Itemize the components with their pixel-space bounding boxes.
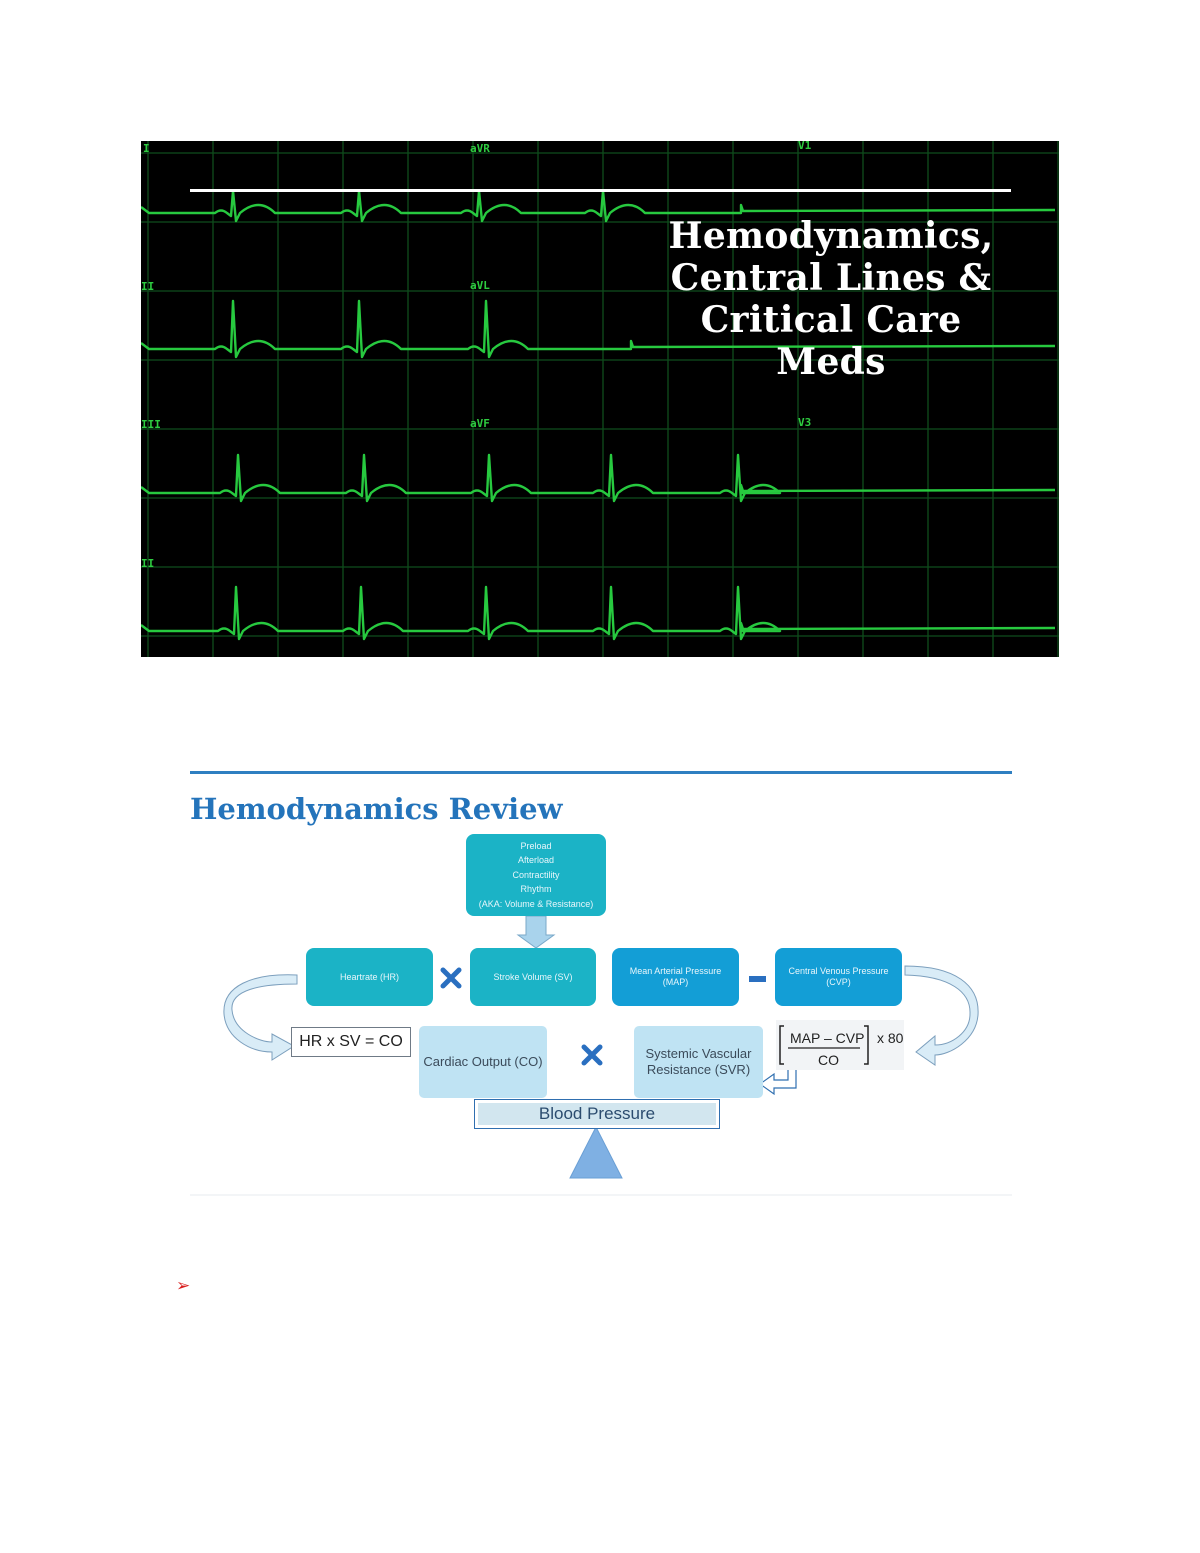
heartrate-box: Heartrate (HR) <box>306 948 433 1006</box>
lead-label: aVR <box>470 142 490 155</box>
determinant-item: Contractility <box>512 869 560 880</box>
title-line: Meds <box>776 341 886 383</box>
multiply-icon <box>443 970 459 986</box>
stroke-volume-box: Stroke Volume (SV) <box>470 948 596 1006</box>
lead-label: III <box>141 418 161 431</box>
lead-label: II <box>141 557 155 570</box>
formula-denominator: CO <box>818 1052 839 1068</box>
slide-title: Hemodynamics Review <box>190 792 563 826</box>
lead-label: aVF <box>470 417 490 430</box>
lead-label: aVL <box>470 279 490 292</box>
determinant-item: Preload <box>520 840 552 851</box>
bullet-arrow-icon: ➢ <box>176 1276 191 1296</box>
title-rule <box>190 189 1011 192</box>
down-arrow-icon <box>518 916 554 948</box>
svr-formula <box>776 1020 904 1070</box>
curved-arrow-icon <box>905 966 978 1065</box>
slide-bottom-edge <box>190 1194 1012 1196</box>
hr-sv-co-equation: HR x SV = CO <box>291 1027 411 1057</box>
blood-pressure-bar <box>474 1099 720 1129</box>
map-box: Mean Arterial Pressure (MAP) <box>612 948 739 1006</box>
determinant-item: Afterload <box>517 855 555 866</box>
slide-title <box>653 215 1009 383</box>
title-slide <box>141 141 1059 657</box>
title-line: Central Lines & <box>670 257 992 299</box>
fulcrum-icon <box>570 1127 622 1178</box>
cardiac-output-box: Cardiac Output (CO) <box>419 1026 547 1098</box>
multiply-icon <box>584 1047 600 1063</box>
formula-multiplier: x 80 <box>877 1030 904 1046</box>
lead-label: II <box>141 280 155 293</box>
curved-arrow-icon <box>224 975 297 1060</box>
svr-box: Systemic Vascular Resistance (SVR) <box>634 1026 763 1098</box>
formula-numerator: MAP – CVP <box>790 1030 865 1046</box>
title-line: Critical Care <box>700 299 962 341</box>
determinant-item: Rhythm <box>520 884 552 895</box>
determinant-item: (AKA: Volume & Resistance) <box>478 898 594 909</box>
determinants-box <box>466 834 606 916</box>
lead-label: V3 <box>798 416 812 429</box>
title-line: Hemodynamics, <box>668 215 994 257</box>
lead-label: I <box>143 142 150 155</box>
cvp-box: Central Venous Pressure (CVP) <box>775 948 902 1006</box>
minus-icon <box>749 976 766 982</box>
blood-pressure-label: Blood Pressure <box>478 1103 716 1125</box>
hemodynamics-review-slide <box>190 770 1012 1200</box>
lead-label: V1 <box>798 141 812 152</box>
